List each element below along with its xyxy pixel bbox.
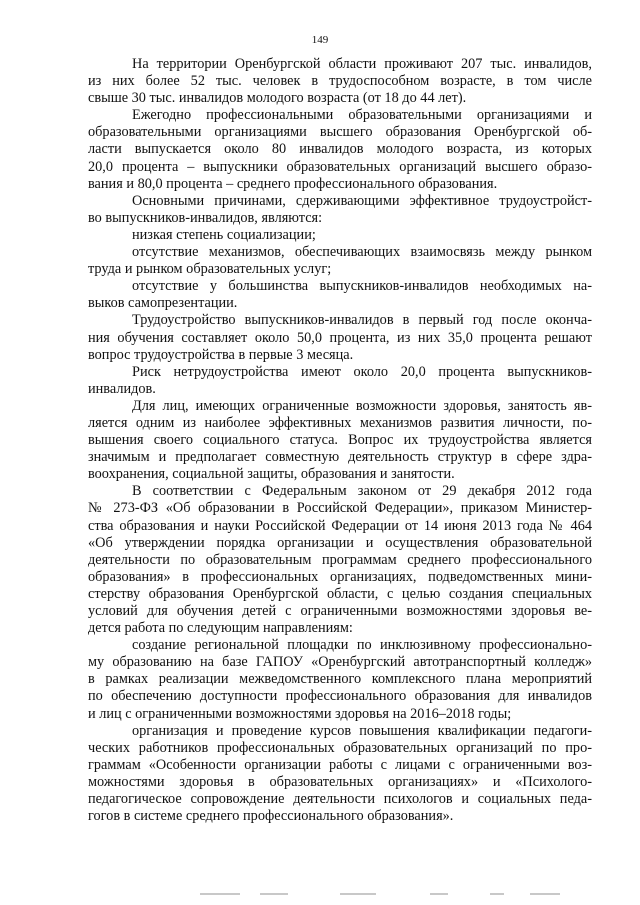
text-line: свыше 30 тыс. инвалидов молодого возраста (от 18 до 44 лет). [88, 90, 467, 107]
text-line: ческих работников профессиональных образовательных организаций по про- [88, 739, 592, 756]
text-line: ства образования и науки Российской Федерации от 14 июня 2013 года № 464 [88, 517, 592, 534]
text-line: значимым и предполагает совместную деятельность структур в сфере здра- [88, 449, 592, 466]
text-line: стерству образования Оренбургской области, с целью создания специальных [88, 585, 592, 602]
text-line: вышения своего социального статуса. Вопрос их трудоустройства является [88, 432, 592, 449]
text-line: в рамках реализации межведомственного комплексного плана мероприятий [88, 671, 592, 688]
text-line: Основными причинами, сдерживающими эффективное трудоустройст- [132, 192, 592, 209]
text-line: труда и рынком образовательных услуг; [88, 261, 332, 278]
text-line: му образованию на базе ГАПОУ «Оренбургский автотранспортный колледж» [88, 654, 592, 671]
text-line: можностями здоровья в образовательных организациях» и «Психолого- [88, 773, 592, 790]
text-line: во выпускников-инвалидов, являются: [88, 209, 323, 226]
text-line: вопрос трудоустройства в первые 3 месяца. [88, 346, 354, 363]
text-line: «Об утверждении порядка организации и осуществления образовательной [88, 534, 592, 551]
scan-artifacts [200, 893, 580, 897]
text-line: В соответствии с Федеральным законом от 29 декабря 2012 года [132, 483, 592, 500]
text-line: вания и 80,0 процента – среднего профессионального образования. [88, 175, 498, 192]
text-line: создание региональной площадки по инклюзивному профессионально- [132, 637, 592, 654]
text-line: отсутствие у большинства выпускников-инвалидов необходимых на- [132, 278, 592, 295]
text-line: и лиц с ограниченными возможностями здоровья на 2016–2018 годы; [88, 705, 512, 722]
text-line: ласти выпускается около 80 инвалидов молодого возраста, из которых [88, 141, 592, 158]
text-line: из них более 52 тыс. человек в трудоспособном возрасте, в том числе [88, 73, 592, 90]
text-line: деятельности по образовательным программам среднего профессионального [88, 551, 592, 568]
text-line: низкая степень социализации; [132, 226, 316, 243]
text-line: 20,0 процента – выпускники образовательных организаций высшего образо- [88, 158, 592, 175]
text-line: выков самопрезентации. [88, 295, 238, 312]
page-number: 149 [311, 34, 329, 46]
text-line: образования» в профессиональных организациях, подведомственных мини- [88, 568, 592, 585]
text-line: образовательными организациями высшего образования Оренбургской об- [88, 124, 592, 141]
text-line: дется работа по следующим направлениям: [88, 620, 353, 637]
text-line: организация и проведение курсов повышения квалификации педагоги- [132, 722, 592, 739]
text-line: Риск нетрудоустройства имеют около 20,0 процента выпускников- [132, 363, 592, 380]
text-line: ляется одним из наиболее эффективных механизмов развития личности, по- [88, 414, 592, 431]
text-line: инвалидов. [88, 380, 156, 397]
text-line: педагогическое сопровождение деятельности психологов и социальных педа- [88, 791, 592, 808]
text-line: отсутствие механизмов, обеспечивающих взаимосвязь между рынком [132, 244, 592, 261]
text-line: Ежегодно профессиональными образовательными организациями и [132, 107, 592, 124]
document-body [88, 56, 592, 825]
text-line: ния обучения составляет около 50,0 процента, из них 35,0 процента решают [88, 329, 592, 346]
text-line: № 273-ФЗ «Об образовании в Российской Федерации», приказом Министер- [88, 500, 592, 517]
text-line: На территории Оренбургской области проживают 207 тыс. инвалидов, [132, 56, 592, 72]
text-line: условий для обучения детей с ограниченными возможностями здоровья ве- [88, 603, 592, 619]
text-line: Трудоустройство выпускников-инвалидов в первый год после оконча- [132, 312, 592, 329]
text-line: по обеспечению доступности профессионального образования для инвалидов [88, 688, 592, 705]
text-line: Для лиц, имеющих ограниченные возможности здоровья, занятость яв- [132, 397, 592, 414]
text-line: гогов в системе среднего профессионального образования». [88, 808, 454, 825]
text-line: воохранения, социальной защиты, образования и занятости. [88, 466, 455, 483]
text-line: граммам «Особенности организации работы с лицами с ограниченными воз- [88, 756, 592, 773]
